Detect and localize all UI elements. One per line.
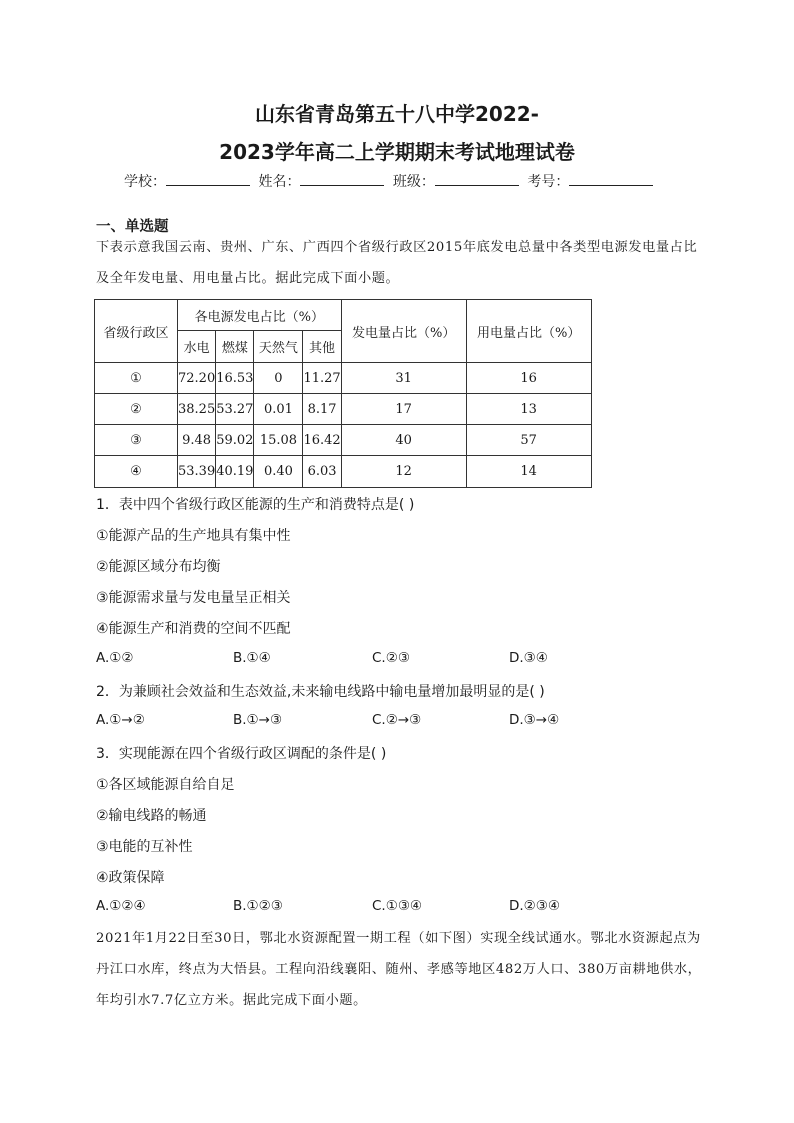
question-1-option-d[interactable]: D.③④ xyxy=(509,650,548,666)
row-id: ③ xyxy=(95,425,178,456)
page-title-line-2: 2023学年高二上学期期末考试地理试卷 xyxy=(219,140,575,164)
header-coal: 燃煤 xyxy=(216,331,254,363)
question-3-option-b[interactable]: B.①②③ xyxy=(233,898,283,914)
class-label: 班级： xyxy=(392,174,435,190)
header-other: 其他 xyxy=(303,331,341,363)
question-3-option-d[interactable]: D.②③④ xyxy=(509,898,560,914)
cell-coal: 40.19 xyxy=(216,456,254,488)
cell-gas: 15.08 xyxy=(254,425,303,456)
cell-other: 6.03 xyxy=(303,456,341,488)
cell-hydro: 9.48 xyxy=(178,425,216,456)
cell-generation: 12 xyxy=(341,456,466,488)
question-1-item: ②能源区域分布均衡 xyxy=(96,559,221,575)
table-row xyxy=(95,425,592,456)
intro-paragraph-1: 下表示意我国云南、贵州、广东、广西四个省级行政区2015年底发电总量中各类型电源发电量占比及全年发电量、用电量占比。据此完成下面小题。 xyxy=(96,240,698,286)
question-3-item: ③电能的互补性 xyxy=(96,839,193,855)
table-row xyxy=(95,394,592,425)
header-region: 省级行政区 xyxy=(95,300,178,363)
student-info-line xyxy=(124,171,684,191)
exam-number-blank[interactable] xyxy=(569,173,653,186)
header-gas: 天然气 xyxy=(254,331,303,363)
school-blank[interactable] xyxy=(166,173,250,186)
name-blank[interactable] xyxy=(300,173,384,186)
cell-coal: 53.27 xyxy=(216,394,254,425)
cell-generation: 31 xyxy=(341,363,466,394)
question-1-item: ④能源生产和消费的空间不匹配 xyxy=(96,621,291,637)
cell-generation: 17 xyxy=(341,394,466,425)
intro-paragraph-2: 2021年1月22日至30日，鄂北水资源配置一期工程（如下图）实现全线试通水。鄂北水资源起点为丹江口水库，终点为大悟县。工程向沿线襄阳、随州、孝感等地区482万人口、380万亩耕地供水，年均引水7.7亿立方米。据此完成下面小题。 xyxy=(96,931,702,1008)
header-consumption-share: 用电量占比（%） xyxy=(466,300,591,363)
school-label: 学校： xyxy=(124,174,166,190)
cell-hydro: 53.39 xyxy=(178,456,216,488)
cell-gas: 0 xyxy=(254,363,303,394)
question-1-option-b[interactable]: B.①④ xyxy=(233,650,271,666)
cell-consumption: 14 xyxy=(466,456,591,488)
cell-generation: 40 xyxy=(341,425,466,456)
cell-consumption: 57 xyxy=(466,425,591,456)
question-3-item: ④政策保障 xyxy=(96,870,165,886)
cell-other: 8.17 xyxy=(303,394,341,425)
cell-coal: 59.02 xyxy=(216,425,254,456)
cell-gas: 0.01 xyxy=(254,394,303,425)
class-blank[interactable] xyxy=(435,173,519,186)
page-title-line-1: 山东省青岛第五十八中学2022- xyxy=(255,102,539,126)
question-2-option-c[interactable]: C.②→③ xyxy=(372,712,422,728)
question-3-option-c[interactable]: C.①③④ xyxy=(372,898,423,914)
row-id: ④ xyxy=(95,456,178,488)
question-1-item: ③能源需求量与发电量呈正相关 xyxy=(96,590,291,606)
cell-consumption: 16 xyxy=(466,363,591,394)
table-row xyxy=(95,363,592,394)
question-1-option-a[interactable]: A.①② xyxy=(96,650,134,666)
question-1-option-c[interactable]: C.②③ xyxy=(372,650,410,666)
question-2-stem: 2．为兼顾社会效益和生态效益,未来输电线路中输电量增加最明显的是( ) xyxy=(96,684,545,700)
cell-gas: 0.40 xyxy=(254,456,303,488)
cell-consumption: 13 xyxy=(466,394,591,425)
exam-number-label: 考号： xyxy=(527,174,570,190)
question-3-option-a[interactable]: A.①②④ xyxy=(96,898,146,914)
question-2-option-d[interactable]: D.③→④ xyxy=(509,712,560,728)
energy-table xyxy=(94,299,592,488)
name-label: 姓名： xyxy=(258,174,301,190)
header-source-share: 各电源发电占比（%） xyxy=(178,300,342,331)
section-title: 一、单选题 xyxy=(96,219,169,235)
row-id: ② xyxy=(95,394,178,425)
question-2-option-a[interactable]: A.①→② xyxy=(96,712,145,728)
row-id: ① xyxy=(95,363,178,394)
question-3-stem: 3．实现能源在四个省级行政区调配的条件是( ) xyxy=(96,746,387,762)
cell-other: 11.27 xyxy=(303,363,341,394)
table-row xyxy=(95,456,592,488)
question-1-item: ①能源产品的生产地具有集中性 xyxy=(96,528,291,544)
cell-coal: 16.53 xyxy=(216,363,254,394)
question-1-stem: 1．表中四个省级行政区能源的生产和消费特点是( ) xyxy=(96,497,415,513)
question-2-option-b[interactable]: B.①→③ xyxy=(233,712,283,728)
header-generation-share: 发电量占比（%） xyxy=(341,300,466,363)
cell-hydro: 38.25 xyxy=(178,394,216,425)
cell-other: 16.42 xyxy=(303,425,341,456)
header-hydro: 水电 xyxy=(178,331,216,363)
cell-hydro: 72.20 xyxy=(178,363,216,394)
question-3-item: ①各区域能源自给自足 xyxy=(96,777,235,793)
question-3-item: ②输电线路的畅通 xyxy=(96,808,207,824)
